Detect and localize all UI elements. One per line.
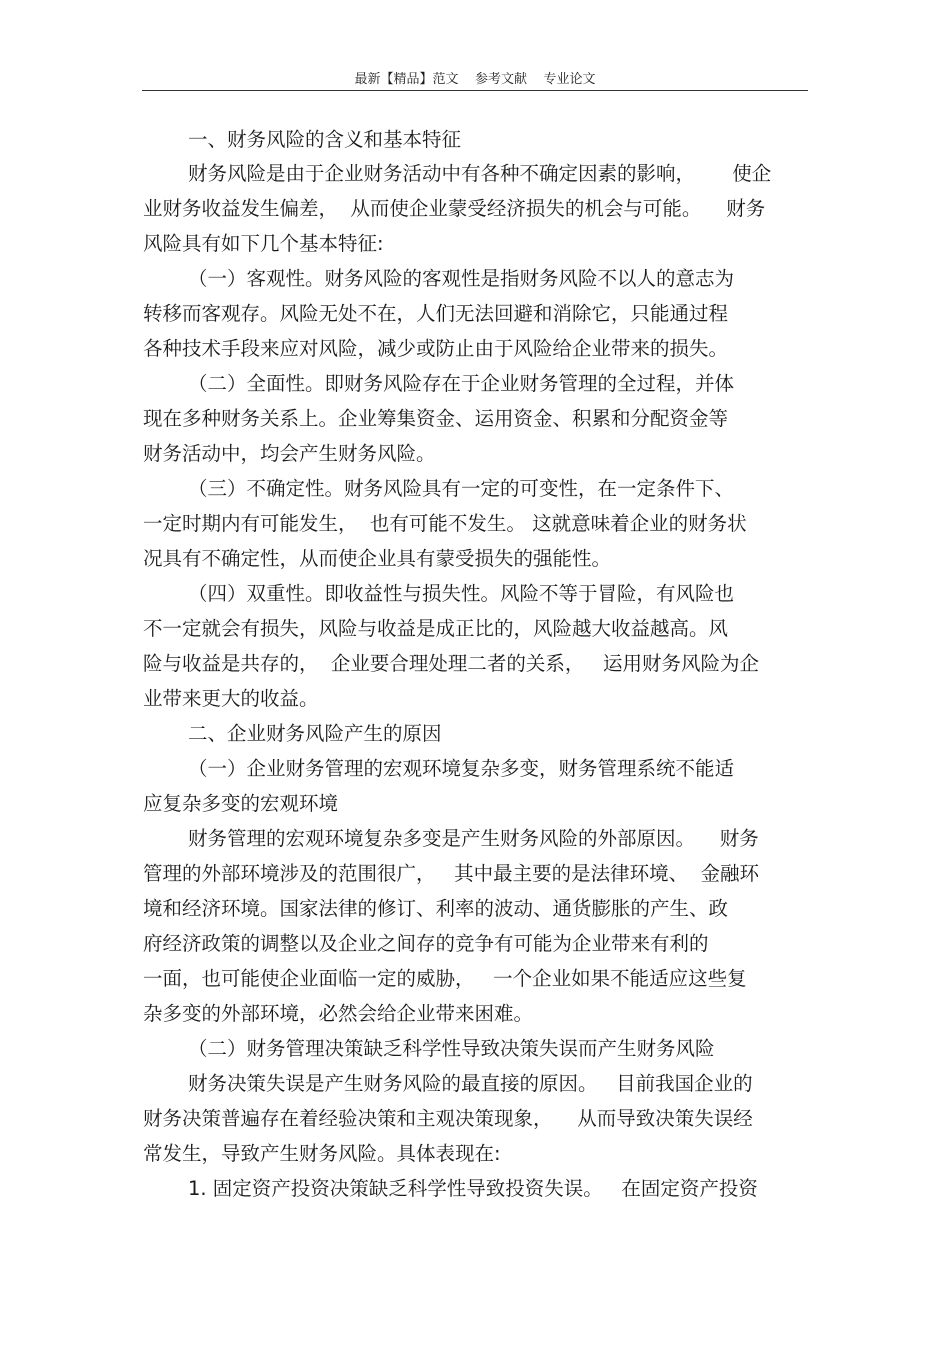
subheading-line: （二）全面性。即财务风险存在于企业财务管理的全过程，并体 — [188, 372, 735, 395]
section-heading-2: 二、企业财务风险产生的原因 — [188, 722, 442, 745]
paragraph-line: 风险具有如下几个基本特征: — [143, 232, 384, 255]
paragraph-line: 财务决策普遍存在着经验决策和主观决策现象， 从而导致决策失误经 — [143, 1107, 753, 1130]
paragraph-line: 财务风险是由于企业财务活动中有各种不确定因素的影响， 使企 — [188, 162, 772, 185]
paragraph-line: 杂多变的外部环境，必然会给企业带来困难。 — [143, 1002, 534, 1025]
subheading-line: （二）财务管理决策缺乏科学性导致决策失误而产生财务风险 — [188, 1037, 715, 1060]
paragraph-line: 财务活动中，均会产生财务风险。 — [143, 442, 436, 465]
paragraph-line: 一定时期内有可能发生， 也有可能不发生。 这就意味着企业的财务状 — [143, 512, 747, 535]
paragraph-line: 转移而客观存。风险无处不在，人们无法回避和消除它，只能通过程 — [143, 302, 729, 325]
paragraph-line: 险与收益是共存的， 企业要合理处理二者的关系， 运用财务风险为企 — [143, 652, 759, 675]
page-header — [142, 66, 808, 90]
subheading-line: （四）双重性。即收益性与损失性。风险不等于冒险，有风险也 — [188, 582, 735, 605]
paragraph-line: 境和经济环境。国家法律的修订、利率的波动、通货膨胀的产生、政 — [143, 897, 729, 920]
subheading-line: （一）客观性。财务风险的客观性是指财务风险不以人的意志为 — [188, 267, 735, 290]
paragraph-line: 业带来更大的收益。 — [143, 687, 319, 710]
paragraph-line: 财务管理的宏观环境复杂多变是产生财务风险的外部原因。 财务 — [188, 827, 759, 850]
paragraph-line: 况具有不确定性，从而使企业具有蒙受损失的强能性。 — [143, 547, 612, 570]
paragraph-line: 各种技术手段来应对风险，减少或防止由于风险给企业带来的损失。 — [143, 337, 729, 360]
paragraph-line: 财务决策失误是产生财务风险的最直接的原因。 目前我国企业的 — [188, 1072, 753, 1095]
paragraph-line: 一面，也可能使企业面临一定的威胁， 一个企业如果不能适应这些复 — [143, 967, 747, 990]
paragraph-line: 现在多种财务关系上。企业筹集资金、运用资金、积累和分配资金等 — [143, 407, 729, 430]
list-item: 1. 固定资产投资决策缺乏科学性导致投资失误。 在固定资产投资 — [188, 1177, 758, 1200]
paragraph-line: 府经济政策的调整以及企业之间存的竞争有可能为企业带来有利的 — [143, 932, 709, 955]
header-text: 最新【精品】范文 参考文献 专业论文 — [354, 72, 596, 87]
subheading-line: （一）企业财务管理的宏观环境复杂多变，财务管理系统不能适 — [188, 757, 735, 780]
section-heading-1: 一、财务风险的含义和基本特征 — [188, 128, 462, 151]
header-divider — [142, 90, 808, 91]
paragraph-line: 不一定就会有损失，风险与收益是成正比的，风险越大收益越高。风 — [143, 617, 729, 640]
paragraph-line: 管理的外部环境涉及的范围很广， 其中最主要的是法律环境、 金融环 — [143, 862, 759, 885]
paragraph-line: 应复杂多变的宏观环境 — [143, 792, 339, 815]
paragraph-line: 常发生，导致产生财务风险。具体表现在: — [143, 1142, 501, 1165]
subheading-line: （三）不确定性。财务风险具有一定的可变性，在一定条件下、 — [188, 477, 735, 500]
paragraph-line: 业财务收益发生偏差， 从而使企业蒙受经济损失的机会与可能。 财务 — [143, 197, 766, 220]
